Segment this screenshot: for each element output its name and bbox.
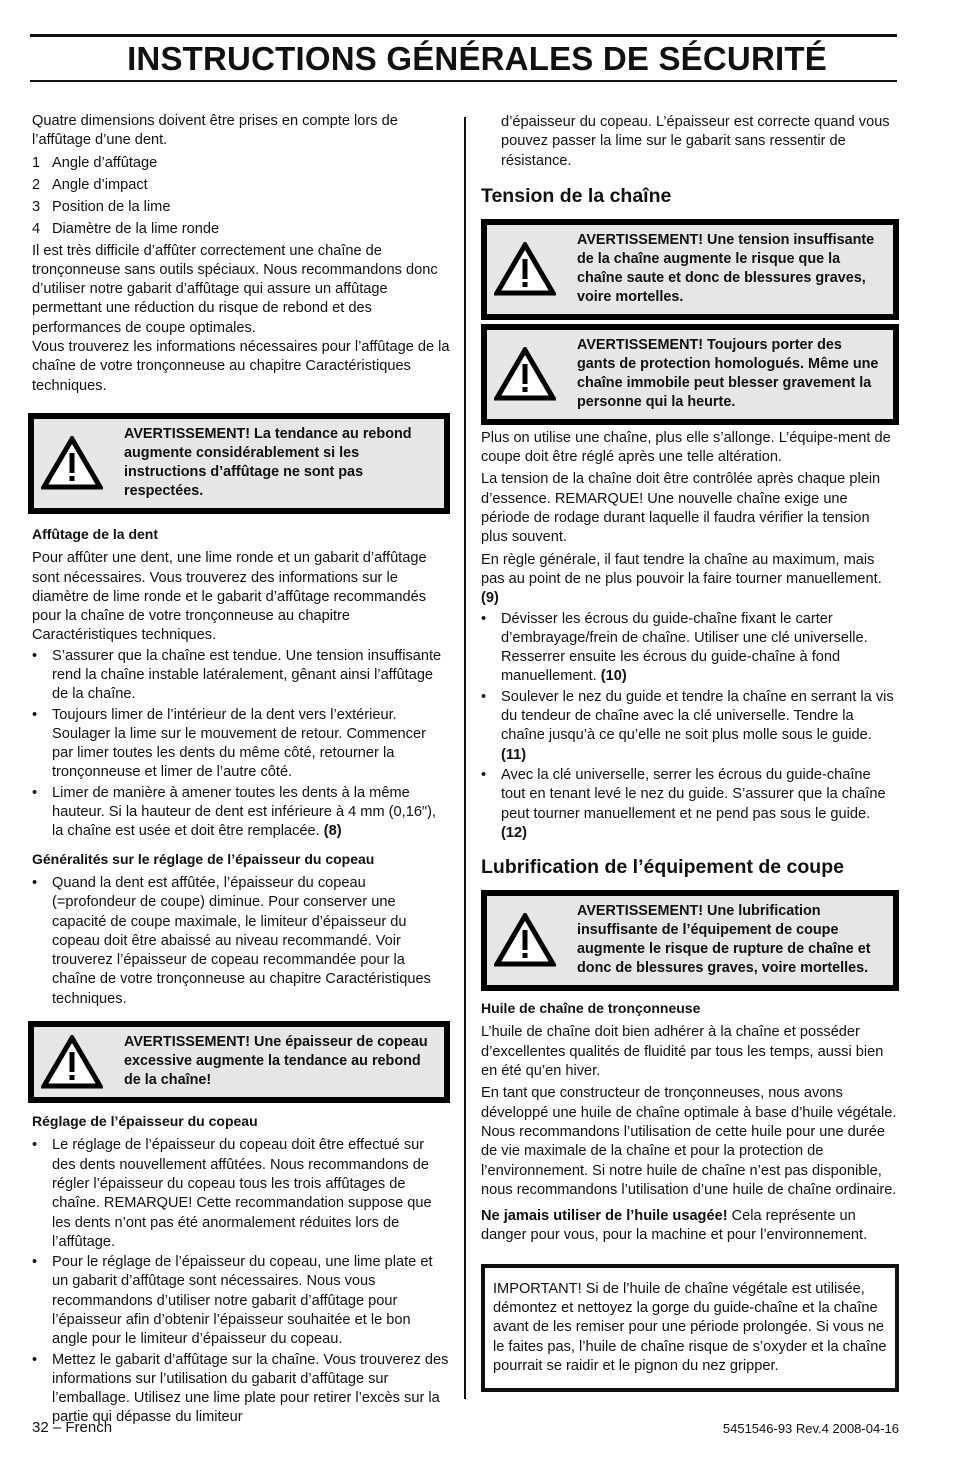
list-item: 3 Position de la lime: [32, 198, 171, 215]
warning-box: [481, 219, 899, 320]
figure-ref: (9): [481, 590, 499, 607]
warning-box: [481, 324, 899, 425]
subheading: Réglage de l’épaisseur du copeau: [32, 1113, 258, 1130]
list-item: • Pour le réglage de l’épaisseur du copeau, une lime plate et un gabarit d’affûtage sont nécessaires. Nous vous recommandons d’utiliser notre gabarit d’affûtage pour l’épaisseur afin d’obtenir l’épaisseur souhaitée et le bon angle pour le limiteur d’épaisseur du copeau.: [32, 1254, 433, 1348]
paragraph: Plus on utilise une chaîne, plus elle s’allonge. L’équipe-ment de coupe doit être réglé après une telle altération.: [481, 429, 891, 466]
paragraph: Pour affûter une dent, une lime ronde et un gabarit d’affûtage sont nécessaires. Vous trouverez des informations sur le diamètre de lime ronde et le gabarit d’affûtage recommandés pour la chaîne de votre tronçonneuse au chapitre Caractéristiques techniques.: [32, 550, 427, 644]
section-title: Tension de la chaîne: [481, 184, 672, 207]
subheading: Huile de chaîne de tronçonneuse: [481, 1000, 701, 1017]
warning-triangle-icon: [493, 347, 557, 401]
header-rule-bottom: [30, 80, 897, 82]
figure-ref: (12): [501, 824, 527, 841]
paragraph: En tant que constructeur de tronçonneuses, nous avons développé une huile de chaîne optimale à base d’huile végétale. Nous recommandons l’utilisation de cette huile pour une durée de vie maximale de la chaîne et pour la protection de l’environnement. Si notre huile de chaîne n’est pas disponible, nous recommandons l’utilisation d’une huile de chaîne ordinaire.: [481, 1085, 897, 1198]
right-column: [481, 113, 899, 1392]
warning-box: [481, 890, 899, 991]
paragraph: En règle générale, il faut tendre la chaîne au maximum, mais pas au point de ne plus pouvoir la faire tourner manuellement. (9): [481, 551, 882, 607]
list-item: • Soulever le nez du guide et tendre la chaîne en serrant la vis du tendeur de chaîne avec la clé universelle. Tendre la chaîne jusqu’à ce qu’elle ne soit plus molle sous le guide. (11): [481, 688, 894, 763]
bullet-list: [481, 610, 899, 844]
bullet-list: [32, 647, 450, 842]
subheading: Affûtage de la dent: [32, 525, 159, 542]
warning-text: AVERTISSEMENT! Une lubrification insuffisante de l’équipement de coupe augmente le risque de rupture de chaîne et donc de blessures graves, voire mortelles.: [577, 903, 871, 977]
important-note-box: [481, 1264, 899, 1392]
paragraph: d’épaisseur du copeau. L’épaisseur est correcte quand vous pouvez passer la lime sur le gabarit sans ressentir de résistance.: [501, 114, 890, 169]
list-item: 4 Diamètre de la lime ronde: [32, 220, 220, 237]
figure-ref: (11): [501, 746, 527, 763]
paragraph: La tension de la chaîne doit être contrôlée après chaque plein d’essence. REMARQUE! Une nouvelle chaîne exige une période de rodage durant laquelle il faudra vérifier la tension plus souvent.: [481, 471, 881, 546]
subheading: Généralités sur le réglage de l’épaisseur du copeau: [32, 850, 375, 867]
figure-ref: (8): [323, 823, 342, 840]
paragraph: Vous trouverez les informations nécessaires pour l’affûtage de la chaîne de votre tronçonneuse au chapitre Caractéristiques techniques.: [32, 339, 450, 394]
page-title: INSTRUCTIONS GÉNÉRALES DE SÉCURITÉ: [127, 40, 827, 77]
list-item: 1 Angle d’affûtage: [32, 154, 158, 171]
warning-triangle-icon: [493, 242, 557, 296]
warning-triangle-icon: [40, 1035, 104, 1089]
warning-text: AVERTISSEMENT! Une épaisseur de copeau excessive augmente la tendance au rebond de la chaîne!: [124, 1034, 428, 1089]
document-reference: 5451546-93 Rev.4 2008-04-16: [722, 1421, 899, 1436]
list-item: • Quand la dent est affûtée, l’épaisseur du copeau (=profondeur de coupe) diminue. Pour conserver une capacité de coupe maximale, le limiteur d’épaisseur du copeau doit être abaissé au niveau recommandé. Voir trouverez l’épaisseur de copeau recommandée pour la chaîne de votre tronçonneuse au chapitre Caractéristiques techniques.: [32, 874, 431, 1007]
emphasis-text: Ne jamais utiliser de l’huile usagée!: [481, 1208, 728, 1225]
list-item: • Le réglage de l’épaisseur du copeau doit être effectué sur des dents nouvellement affûtées. Nous recommandons de régler l’épaisseur du copeau tous les trois affûtages de chaîne. REMARQUE! Cette recommandation suppose que les dents n’ont pas été anormalement réduites lors de l’affûtage.: [32, 1137, 432, 1250]
left-column: [32, 112, 450, 1429]
warning-text: AVERTISSEMENT! Toujours porter des gants de protection homologués. Même une chaîne immobile peut blesser gravement la personne qui la heurte.: [577, 336, 879, 410]
intro-paragraph: Quatre dimensions doivent être prises en compte lors de l’affûtage d’une dent.: [32, 113, 398, 149]
warning-text: AVERTISSEMENT! Une tension insuffisante de la chaîne augmente le risque que la chaîne saute et donc de blessures graves, voire mortelles.: [577, 231, 875, 305]
list-item: • Avec la clé universelle, serrer les écrous du guide-chaîne tout en tenant levé le nez du guide. S’assurer que la chaîne peut tourner manuellement et ne pend pas sous le guide. (12): [481, 766, 886, 841]
warning-box: [28, 1021, 450, 1103]
figure-ref: (10): [600, 668, 627, 685]
warning-box: [28, 413, 450, 514]
important-note-text: IMPORTANT! Si de l’huile de chaîne végétale est utilisée, démontez et nettoyez la gorge du guide-chaîne et la chaîne avant de les remiser pour une période prolongée. Si vous ne le faites pas, l’huile de chaîne risque de s’oxyder et la chaîne pourrait se raidir et le pignon du nez gripper.: [493, 1280, 887, 1374]
paragraph: Ne jamais utiliser de l’huile usagée! Cela représente un danger pour vous, pour la machine et pour l’environnement.: [481, 1208, 868, 1244]
bullet-list: [32, 1136, 450, 1427]
list-item: • Mettez le gabarit d’affûtage sur la chaîne. Vous trouverez des informations sur l’utilisation du gabarit d’affûtage sur l’emballage. Utilisez une lime plate pour retirer l’excès sur la partie qui dépasse du limiteur: [32, 1351, 449, 1426]
dimensions-list: [32, 154, 450, 239]
page-number: 32 – French: [32, 1419, 113, 1436]
paragraph: L’huile de chaîne doit bien adhérer à la chaîne et posséder d’excellentes qualités de fluidité par tous les temps, aussi bien en été qu’en hiver.: [481, 1024, 884, 1080]
list-item: • S’assurer que la chaîne est tendue. Une tension insuffisante rend la chaîne instable latéralement, gênant ainsi l’affûtage de la chaîne.: [32, 647, 442, 703]
warning-text: AVERTISSEMENT! La tendance au rebond augmente considérablement si les instructions d’affûtage ne sont pas respectées.: [124, 425, 412, 499]
paragraph: Il est très difficile d’affûter correctement une chaîne de tronçonneuse sans outils spéciaux. Nous recommandons donc d’utiliser notre gabarit d’affûtage qui assure un affûtage permettant une réduction du risque de rebond et des performances de coupe optimales.: [32, 242, 438, 336]
column-divider: [464, 117, 466, 1399]
list-item: • Toujours limer de l’intérieur de la dent vers l’extérieur. Soulager la lime sur le mouvement de retour. Commencer par limer toutes les dents du même côté, retourner la tronçonneuse et limer de l’autre côté.: [32, 706, 426, 781]
bullet-list: [32, 874, 450, 1009]
list-item: 2 Angle d’impact: [32, 176, 148, 193]
section-title: Lubrification de l’équipement de coupe: [481, 856, 844, 879]
list-item: • Limer de manière à amener toutes les dents à la même hauteur. Si la hauteur de dent est inférieure à 4 mm (0,16"), la chaîne est usée et doit être remplacée. (8): [32, 784, 437, 840]
warning-triangle-icon: [493, 913, 557, 967]
list-item: • Dévisser les écrous du guide-chaîne fixant le carter d’embrayage/frein de chaîne. Utiliser une clé universelle. Resserrer ensuite les écrous du guide-chaîne à fond manuellement. (10): [481, 610, 868, 685]
warning-triangle-icon: [40, 436, 104, 490]
